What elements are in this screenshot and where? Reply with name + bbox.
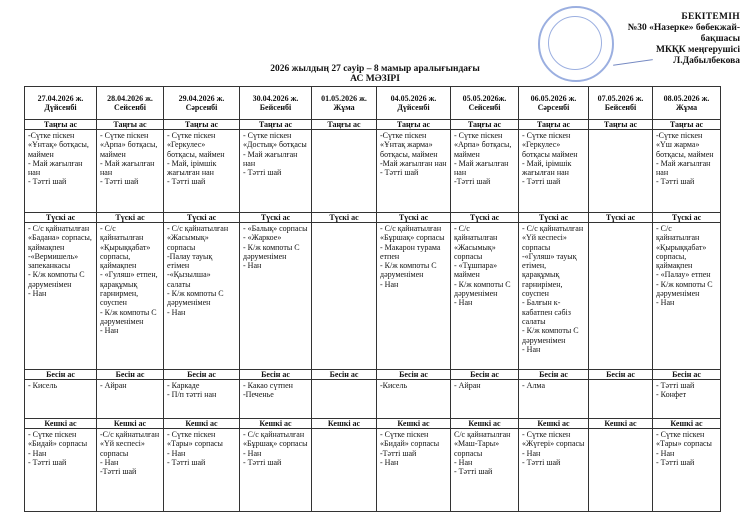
day-header <box>377 87 451 120</box>
meal-label: Кешкі ас <box>25 419 97 429</box>
meal-label: Кешкі ас <box>164 419 240 429</box>
menu-item: - Сүтке піскен «Тары» сорпасы <box>167 430 223 449</box>
day-header <box>312 87 377 120</box>
menu-item: - «Балық» сорпасы <box>243 224 308 233</box>
menu-item: - Нан <box>454 457 473 467</box>
menu-item: - Май жағылған нан <box>100 158 157 178</box>
menu-item: - Май жағылған нан <box>28 158 85 178</box>
day-weekday: Сейсенбі <box>468 103 501 112</box>
menu-item: - Сүтке піскен «Жүгері» сорпасы <box>522 430 585 449</box>
menu-item: - Макарон турама етпен <box>380 242 443 261</box>
day-date: 30.04.2026 ж. <box>252 93 299 103</box>
menu-item: -С/с қайнатылған «Үй кеспесі» сорпасы <box>100 430 162 458</box>
menu-item: - К/ж компоты С дәруменімен <box>522 326 581 345</box>
meal-label: Бесін ас <box>519 370 589 380</box>
menu-cell <box>519 130 589 213</box>
menu-item: - Айран <box>454 381 481 390</box>
menu-item: - Тәтті шай <box>28 457 67 467</box>
menu-cell <box>312 223 377 370</box>
menu-item: -Тәтті шай <box>380 448 417 458</box>
meal-label: Таңғы ас <box>589 120 653 130</box>
day-weekday: Бейсенбі <box>604 103 637 112</box>
day-date: 28.04.2026 ж. <box>107 93 153 103</box>
meal-label: Түскі ас <box>97 213 164 223</box>
menu-item: - Балғын к-кабатпен сәбіз салаты <box>522 298 573 326</box>
menu-item: - С/с қайнатылған «Қырыққабат» сорпасы, қаймақпен <box>100 224 153 271</box>
menu-item: -Май жағылған нан <box>380 158 447 168</box>
menu-item: - «Жаркое» <box>243 233 282 243</box>
meal-label: Бесін ас <box>25 370 97 380</box>
approval-line-3: МКҚК меңгерушісі <box>656 45 740 55</box>
menu-item: -Сүтке піскен «Ұнтақ жарма» ботқасы, маймен <box>380 131 438 159</box>
menu-cell <box>240 380 312 419</box>
menu-cell <box>164 380 240 419</box>
menu-item: - К/ж компоты С дәруменімен <box>656 279 715 299</box>
menu-cell <box>97 429 164 512</box>
menu-item: - Нан <box>656 448 675 458</box>
menu-cell <box>377 223 451 370</box>
day-date: 04.05.2026 ж. <box>390 93 437 103</box>
meal-label: Бесін ас <box>451 370 519 380</box>
menu-item: - Тәтті шай <box>454 467 493 477</box>
day-header <box>451 87 519 120</box>
menu-cell <box>589 223 653 370</box>
menu-item: - К/ж компоты С дәруменімен <box>380 261 439 280</box>
menu-item: - Нан <box>243 261 262 271</box>
day-weekday: Бейсенбі <box>259 103 292 112</box>
menu-cell <box>653 130 721 213</box>
menu-item: - П/п тәтті нан <box>167 390 217 400</box>
menu-item: - Конфет <box>656 390 687 400</box>
menu-item: - Май жағылған нан <box>454 158 511 178</box>
menu-item: - Нан <box>100 457 119 467</box>
meal-content-row <box>25 223 721 370</box>
meal-label-row <box>25 120 721 130</box>
day-weekday: Жұма <box>675 103 698 112</box>
menu-item: - Нан <box>28 289 47 299</box>
menu-item: - С/с қайнатылған «Жасымық» сорпасы <box>167 224 231 252</box>
meal-label: Түскі ас <box>164 213 240 223</box>
menu-cell <box>97 380 164 419</box>
meal-label: Түскі ас <box>519 213 589 223</box>
menu-item: - «Тұшпара» маймен <box>454 261 500 280</box>
menu-item: - Нан <box>100 326 119 336</box>
date-header-row <box>25 87 721 120</box>
menu-item: -Печенье <box>243 390 274 400</box>
day-header <box>164 87 240 120</box>
meal-label: Түскі ас <box>25 213 97 223</box>
menu-item: -«Қызылша» салаты <box>167 270 213 289</box>
meal-label-row <box>25 213 721 223</box>
meal-label: Түскі ас <box>240 213 312 223</box>
menu-item: - Май, ірімшік жағылған нан <box>522 158 574 178</box>
menu-title-period: 2026 жылдың 27 сәуір – 8 мамыр аралығындағы <box>270 64 480 74</box>
menu-item: - Какао сүтпен <box>243 381 293 390</box>
menu-item: - Сүтке піскен «Геркулес» ботқасы маймен <box>522 131 578 159</box>
menu-cell <box>240 223 312 370</box>
menu-item: - К/ж компоты С дәруменімен <box>243 242 302 261</box>
day-date: 01.05.2026 ж. <box>321 93 367 103</box>
menu-item: - С/с қайнатылған «Бадана» сорпасы, қаймақпен <box>28 224 94 252</box>
menu-cell <box>164 429 240 512</box>
menu-cell <box>97 223 164 370</box>
menu-item: - Сүтке піскен «Бидай» сорпасы <box>380 430 440 449</box>
menu-item: - Тәтті шай <box>243 168 282 178</box>
meal-label: Кешкі ас <box>97 419 164 429</box>
menu-item: -Палау тауық етімен <box>167 251 215 271</box>
day-date: 06.05.2026 ж. <box>530 93 577 103</box>
meal-label: Бесін ас <box>589 370 653 380</box>
day-header <box>519 87 589 120</box>
day-date: 27.04.2026 ж. <box>37 93 84 103</box>
menu-table <box>24 86 721 512</box>
menu-cell <box>377 130 451 213</box>
menu-item: -Сүтке піскен «Үш жарма» ботқасы, маймен <box>656 131 714 159</box>
meal-label-row <box>25 419 721 429</box>
meal-label: Бесін ас <box>312 370 377 380</box>
menu-item: - Тәтті шай <box>656 457 695 467</box>
menu-cell <box>25 223 97 370</box>
menu-item: - Нан <box>167 448 186 458</box>
approval-line-1: БЕКІТЕМІН <box>681 12 740 22</box>
approval-line-2: №30 «Назерке» бөбекжай-бақшасы <box>627 23 740 44</box>
menu-cell <box>519 223 589 370</box>
meal-label: Таңғы ас <box>653 120 721 130</box>
menu-item: - Алма <box>522 381 545 390</box>
meal-label: Таңғы ас <box>377 120 451 130</box>
menu-item: - Нан <box>380 279 399 289</box>
menu-item: -Кисель <box>380 381 408 390</box>
menu-item: - Май, ірімшік жағылған нан <box>167 158 219 178</box>
menu-cell <box>97 130 164 213</box>
day-weekday: Дүйсенбі <box>44 103 77 112</box>
day-weekday: Сейсенбі <box>113 103 147 112</box>
meal-label: Кешкі ас <box>240 419 312 429</box>
menu-item: - Тәтті шай <box>522 457 561 467</box>
meal-label: Таңғы ас <box>164 120 240 130</box>
meal-content-row <box>25 380 721 419</box>
menu-cell <box>25 429 97 512</box>
menu-item: - Нан <box>167 307 186 317</box>
menu-item: - Айран <box>100 381 127 390</box>
meal-label: Түскі ас <box>451 213 519 223</box>
day-date: 05.05.2026ж. <box>462 93 507 103</box>
menu-item: -Тәтті шай <box>454 177 491 187</box>
meal-label: Түскі ас <box>312 213 377 223</box>
day-weekday: Сәрсенбі <box>537 103 570 112</box>
meal-label: Бесін ас <box>164 370 240 380</box>
approval-line-4: Л.Дабылбекова <box>673 56 740 66</box>
menu-item: -«Гуляш» тауық етімен, қарақұмық гарнирімен, соуспен <box>522 251 579 299</box>
menu-item: - К/ж компоты С дәруменімен <box>167 289 226 308</box>
meal-label: Таңғы ас <box>240 120 312 130</box>
menu-item: - С/с қайнатылған «Қырыққабат» сорпасы, қаймақпен <box>656 224 709 271</box>
menu-item: - Май жағылған нан <box>243 149 300 168</box>
meal-content-row <box>25 130 721 213</box>
menu-item: - Тәтті шай <box>522 177 561 187</box>
menu-cell <box>25 380 97 419</box>
menu-item: - К/ж компоты С дәруменімен <box>100 307 159 326</box>
menu-cell <box>653 223 721 370</box>
day-date: 29.04.2026 ж. <box>178 93 225 103</box>
meal-label: Кешкі ас <box>519 419 589 429</box>
menu-cell <box>589 429 653 512</box>
meal-label: Кешкі ас <box>312 419 377 429</box>
menu-cell <box>240 429 312 512</box>
menu-item: - Сүтке піскен «Арпа» ботқасы, маймен <box>100 131 160 159</box>
menu-item: - Тәтті шай <box>243 457 282 467</box>
day-weekday: Жұма <box>333 103 355 112</box>
meal-label: Таңғы ас <box>451 120 519 130</box>
menu-cell <box>451 380 519 419</box>
day-weekday: Дүйсенбі <box>397 103 430 112</box>
menu-cell <box>519 429 589 512</box>
menu-item: - «Палау» етпен <box>656 270 711 280</box>
meal-label: Кешкі ас <box>589 419 653 429</box>
meal-label: Бесін ас <box>653 370 721 380</box>
menu-cell <box>240 130 312 213</box>
day-date: 08.05.2026 ж. <box>663 93 710 103</box>
menu-item: - С/с қайнатылған «Үй кеспесі» сорпасы <box>522 224 586 252</box>
menu-item: -«Вермишель» запеканкасы <box>28 251 81 271</box>
menu-item: - Кисель <box>28 381 58 390</box>
menu-item: - Тәтті шай <box>167 177 206 187</box>
day-header <box>25 87 97 120</box>
menu-item: -Сүтке піскен «Ұнтақ» ботқасы, маймен <box>28 131 91 159</box>
menu-item: - Нан <box>522 344 541 354</box>
menu-item: - Тәтті шай <box>100 177 139 187</box>
meal-label: Түскі ас <box>377 213 451 223</box>
menu-cell <box>451 223 519 370</box>
menu-item: - Май жағылған нан <box>656 158 713 178</box>
menu-item: - Нан <box>380 457 399 467</box>
menu-item: - К/ж компоты С дәруменімен <box>28 270 87 289</box>
meal-label-row <box>25 370 721 380</box>
menu-item: - «Гуляш» етпен, қарақұмық гарнирмен, соуспен <box>100 270 160 308</box>
menu-cell <box>451 429 519 512</box>
menu-cell <box>377 380 451 419</box>
meal-label: Бесін ас <box>240 370 312 380</box>
meal-label: Түскі ас <box>589 213 653 223</box>
menu-item: - Сүтке піскен «Геркулес» ботқасы, маймен <box>167 131 225 159</box>
meal-label: Түскі ас <box>653 213 721 223</box>
day-header <box>589 87 653 120</box>
menu-cell <box>451 130 519 213</box>
day-header <box>240 87 312 120</box>
menu-item: - Сүтке піскен «Тары» сорпасы <box>656 430 712 449</box>
menu-cell <box>377 429 451 512</box>
meal-label: Кешкі ас <box>377 419 451 429</box>
menu-item: - Нан <box>656 298 675 308</box>
menu-item: - С/с қайнатылған «Бұршақ» сорпасы <box>380 224 445 243</box>
meal-label: Таңғы ас <box>25 120 97 130</box>
menu-cell <box>25 130 97 213</box>
meal-content-row <box>25 429 721 512</box>
menu-cell <box>589 380 653 419</box>
menu-item: С/с қайнатылған «Маш-Тары» сорпасы <box>454 430 513 458</box>
menu-item: - Сүтке піскен «Достық» ботқасы <box>243 131 307 150</box>
menu-cell <box>589 130 653 213</box>
menu-item: - К/ж компоты С дәруменімен <box>454 279 513 299</box>
menu-item: -Тәтті шай <box>100 467 137 477</box>
meal-label: Кешкі ас <box>653 419 721 429</box>
menu-item: - Тәтті шай <box>380 168 419 178</box>
day-header <box>97 87 164 120</box>
menu-cell <box>653 429 721 512</box>
day-header <box>653 87 721 120</box>
meal-label: Бесін ас <box>97 370 164 380</box>
menu-item: - С/с қайнатылған «Жасымық» сорпасы <box>454 224 500 261</box>
meal-label: Кешкі ас <box>451 419 519 429</box>
menu-item: - С/с қайнатылған «Бұршақ» сорпасы <box>243 430 308 449</box>
menu-cell <box>519 380 589 419</box>
menu-item: - Тәтті шай <box>28 177 67 187</box>
menu-item: - Сүтке піскен «Арпа» ботқасы, маймен <box>454 131 514 159</box>
menu-item: - Сүтке піскен «Бидай» сорпасы <box>28 430 88 449</box>
day-date: 07.05.2026 ж. <box>597 93 644 103</box>
meal-label: Таңғы ас <box>519 120 589 130</box>
menu-cell <box>312 380 377 419</box>
menu-cell <box>164 223 240 370</box>
menu-cell <box>164 130 240 213</box>
menu-item: - Тәтті шай <box>167 457 206 467</box>
menu-item: - Нан <box>243 448 262 458</box>
meal-label: Таңғы ас <box>97 120 164 130</box>
menu-cell <box>653 380 721 419</box>
day-weekday: Сәрсенбі <box>185 103 218 112</box>
menu-item: - Нан <box>454 298 473 308</box>
menu-cell <box>312 130 377 213</box>
menu-item: - Тәтті шай <box>656 177 695 187</box>
meal-label: Таңғы ас <box>312 120 377 130</box>
menu-title: АС МӘЗІРІ <box>350 74 400 84</box>
menu-item: - Тәтті шай <box>656 381 695 390</box>
menu-item: - Каркаде <box>167 381 200 390</box>
menu-cell <box>312 429 377 512</box>
menu-item: - Нан <box>522 448 541 458</box>
menu-item: - Нан <box>28 448 47 458</box>
meal-label: Бесін ас <box>377 370 451 380</box>
